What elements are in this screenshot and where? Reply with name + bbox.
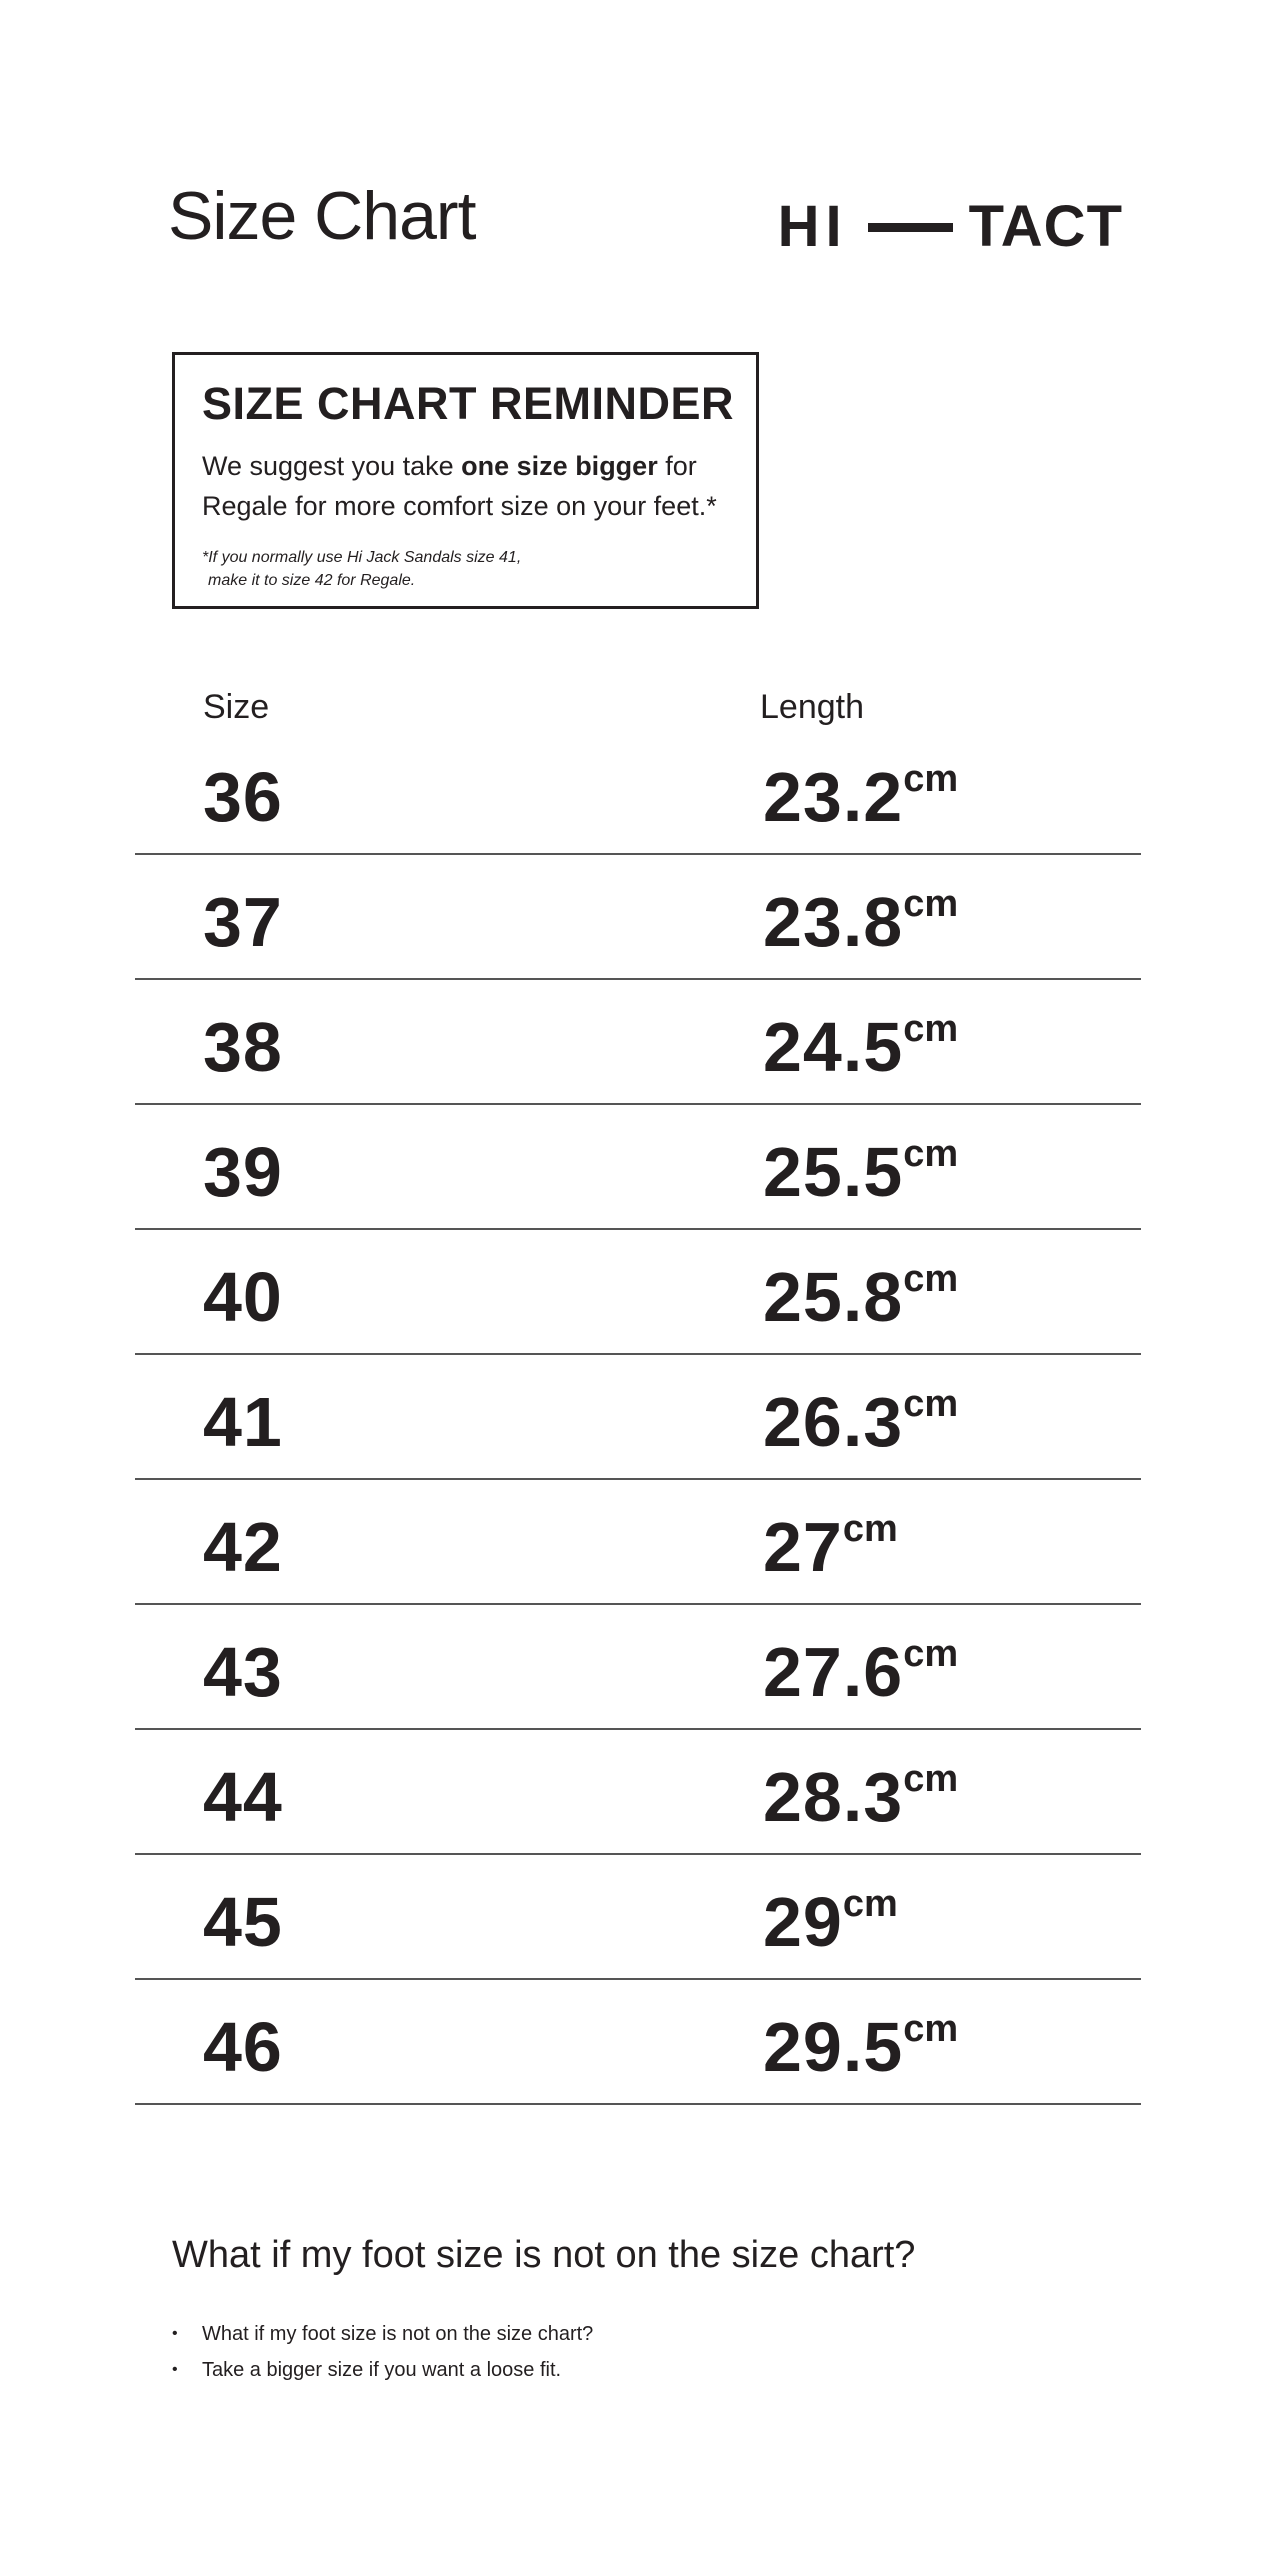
reminder-heading: SIZE CHART REMINDER [202, 378, 735, 429]
brand-logo [777, 194, 1123, 259]
length-number: 25.5 [763, 1133, 904, 1211]
size-value: 41 [203, 1383, 283, 1461]
length-unit: cm [903, 2008, 959, 2050]
table-row [135, 1980, 1141, 2105]
length-number: 23.8 [763, 883, 904, 961]
reminder-note [202, 546, 756, 592]
size-value: 45 [203, 1883, 283, 1961]
length-number: 28.3 [763, 1758, 904, 1836]
size-reminder-box [172, 352, 759, 609]
page-title: Size Chart [168, 178, 476, 254]
size-table [135, 730, 1141, 2105]
size-value: 43 [203, 1633, 283, 1711]
length-unit: cm [842, 1883, 898, 1925]
table-row [135, 730, 1141, 855]
table-row [135, 980, 1141, 1105]
length-value [763, 883, 959, 961]
size-value: 37 [203, 883, 283, 961]
reminder-body-start: We suggest you take [202, 451, 462, 481]
length-unit: cm [903, 1133, 959, 1175]
table-row [135, 1855, 1141, 1980]
brand-logo-left: HI [777, 194, 848, 259]
length-value [763, 1633, 959, 1711]
size-column-header: Size [203, 688, 270, 726]
brand-logo-dash [868, 223, 953, 232]
length-number: 23.2 [763, 758, 904, 836]
length-unit: cm [903, 1758, 959, 1800]
size-value: 44 [203, 1758, 283, 1836]
length-unit: cm [903, 1383, 959, 1425]
table-row [135, 1730, 1141, 1855]
length-value [763, 1258, 959, 1336]
reminder-note-line: *If you normally use Hi Jack Sandals size 41, [202, 549, 522, 566]
length-value [763, 2008, 959, 2086]
reminder-note-line: make it to size 42 for Regale. [208, 572, 416, 589]
length-number: 27 [763, 1508, 843, 1586]
reminder-body-end: for Regale for more comfort size on your feet.* [202, 451, 717, 521]
length-unit: cm [842, 1508, 898, 1550]
length-number: 25.8 [763, 1258, 904, 1336]
length-value [763, 758, 959, 836]
faq-title: What if my foot size is not on the size chart? [172, 2234, 916, 2276]
length-value [763, 1008, 959, 1086]
size-value: 40 [203, 1258, 283, 1336]
length-unit: cm [903, 1258, 959, 1300]
list-item: • Take a bigger size if you want a loose fit. [172, 2352, 593, 2388]
table-row [135, 1605, 1141, 1730]
table-row [135, 1230, 1141, 1355]
table-row [135, 855, 1141, 980]
length-number: 26.3 [763, 1383, 904, 1461]
length-unit: cm [903, 883, 959, 925]
length-value [763, 1383, 959, 1461]
length-number: 29 [763, 1883, 843, 1961]
length-number: 27.6 [763, 1633, 904, 1711]
length-column-header: Length [760, 688, 864, 726]
list-item: • What if my foot size is not on the size chart? [172, 2316, 593, 2352]
size-value: 38 [203, 1008, 283, 1086]
size-value: 39 [203, 1133, 283, 1211]
length-value [763, 1133, 959, 1211]
length-value [763, 1508, 898, 1586]
size-value: 36 [203, 758, 283, 836]
length-number: 29.5 [763, 2008, 904, 2086]
size-value: 46 [203, 2008, 283, 2086]
length-unit: cm [903, 1008, 959, 1050]
reminder-body [202, 446, 756, 526]
length-unit: cm [903, 1633, 959, 1675]
table-row [135, 1480, 1141, 1605]
length-unit: cm [903, 758, 959, 800]
length-number: 24.5 [763, 1008, 904, 1086]
faq-list [172, 2316, 593, 2388]
brand-logo-right: TACT [968, 194, 1123, 259]
table-row [135, 1355, 1141, 1480]
reminder-body-bold: one size bigger [461, 451, 658, 481]
length-value [763, 1883, 898, 1961]
length-value [763, 1758, 959, 1836]
table-row [135, 1105, 1141, 1230]
size-value: 42 [203, 1508, 283, 1586]
